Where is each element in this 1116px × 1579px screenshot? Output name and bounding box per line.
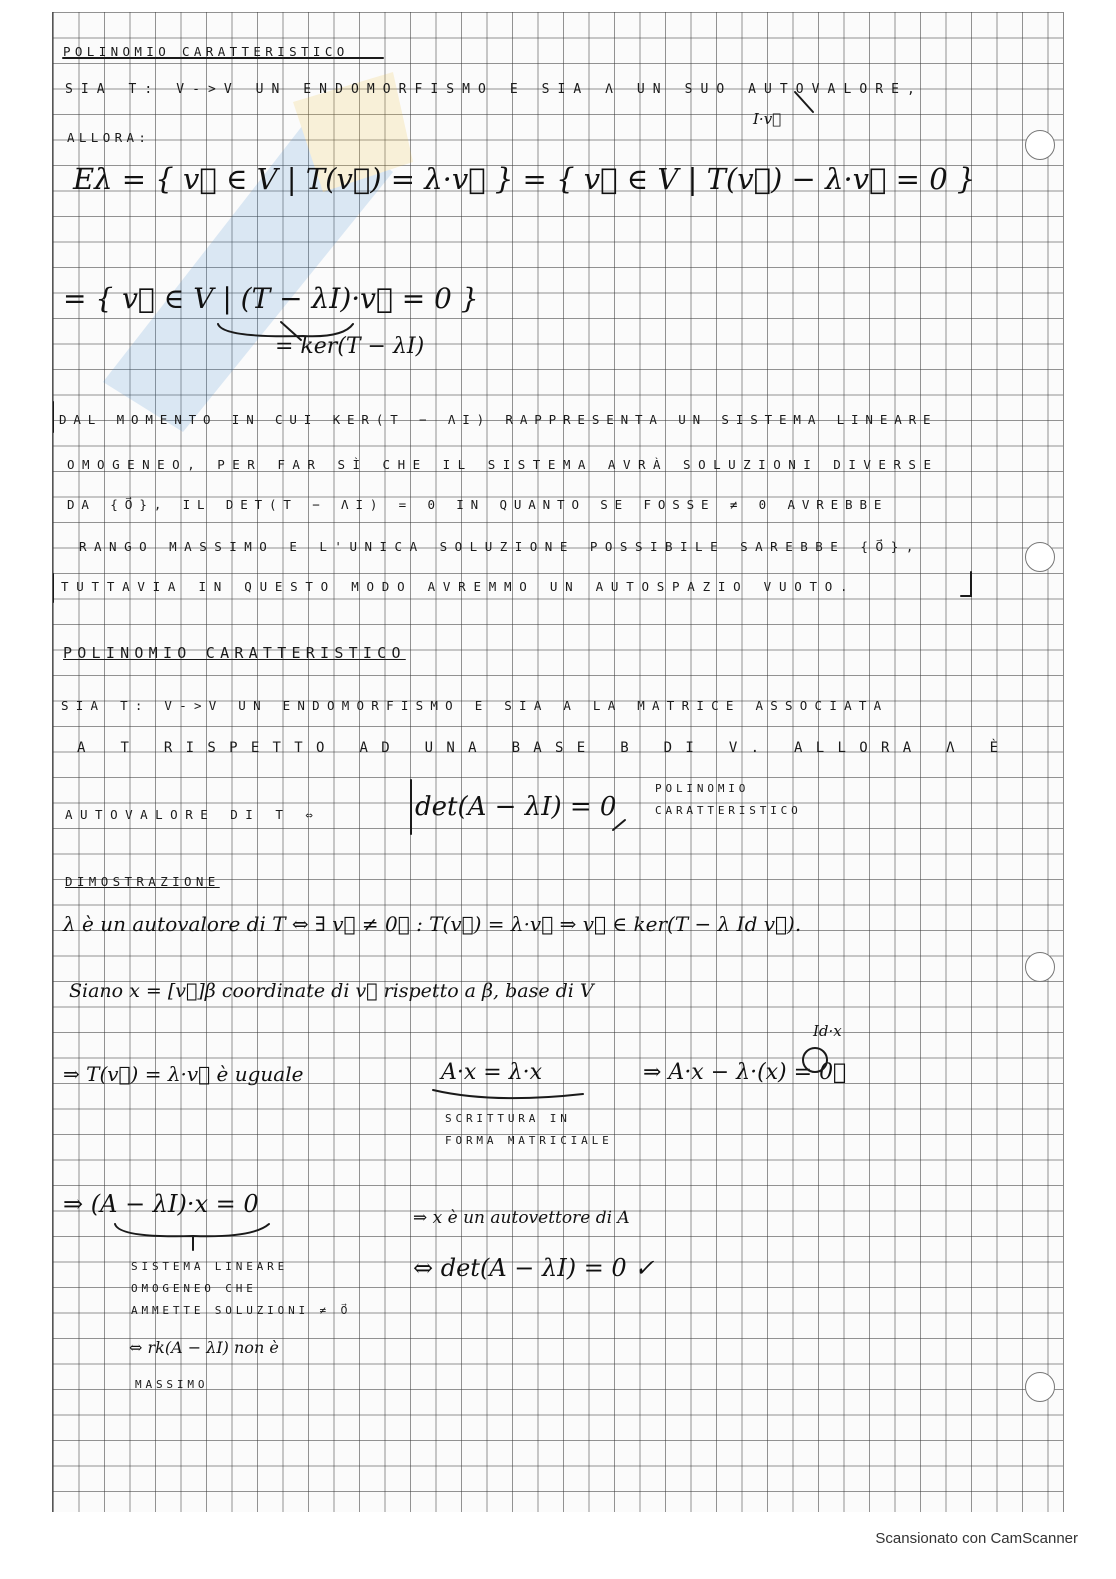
equation: ⇔ det(A − λI) = 0 ✓ <box>413 1254 655 1282</box>
annotation: I·v⃗ <box>753 110 782 128</box>
note: FORMA MATRICIALE <box>445 1134 613 1147</box>
equation: ⇒ (A − λI)·x = 0 <box>63 1190 259 1218</box>
note: CARATTERISTICO <box>655 804 802 817</box>
notebook-page <box>52 12 1064 1512</box>
equation: A·x = λ·x <box>441 1060 543 1085</box>
binder-hole <box>1025 1372 1055 1402</box>
heading-dimostrazione: DIMOSTRAZIONE <box>65 874 220 889</box>
text-line: TUTTAVIA IN QUESTO MODO AVREMMO UN AUTOSPAZIO VUOTO. <box>61 579 856 594</box>
note: SCRITTURA IN <box>445 1112 571 1125</box>
equation: Siano x = [v⃗]β coordinate di v⃗ rispetto a β, base di V <box>69 980 594 1002</box>
text-line: AUTOVALORE DI T ⇔ <box>65 807 321 822</box>
text-line: DAL MOMENTO IN CUI KER(T − ΛI) RAPPRESENTA UN SISTEMA LINEARE <box>59 412 938 427</box>
text-line: SIA T: V->V UN ENDOMORFISMO E SIA Λ UN SUO AUTOVALORE, <box>65 82 923 97</box>
heading-polinomio-1: POLINOMIO CARATTERISTICO <box>63 44 349 59</box>
note: POLINOMIO <box>655 782 750 795</box>
heading-polinomio-2: POLINOMIO CARATTERISTICO <box>63 644 406 662</box>
equation: ⇒ A·x − λ·(x) = 0⃗ <box>643 1060 847 1085</box>
annotation: Id·x <box>813 1022 842 1040</box>
note: MASSIMO <box>135 1378 209 1391</box>
text-line: RANGO MASSIMO E L'UNICA SOLUZIONE POSSIBILE SAREBBE {0⃗}, <box>79 539 921 554</box>
watermark-logo <box>63 52 443 432</box>
binder-hole <box>1025 130 1055 160</box>
equation: λ è un autovalore di T ⇔ ∃ v⃗ ≠ 0⃗ : T(v⃗) = λ·v⃗ ⇒ v⃗ ∈ ker(T − λ Id v⃗). <box>63 912 802 936</box>
equation: ⇒ x è un autovettore di A <box>413 1208 630 1228</box>
note: SISTEMA LINEARE <box>131 1260 289 1273</box>
binder-hole <box>1025 542 1055 572</box>
text-line: OMOGENEO, PER FAR SÌ CHE IL SISTEMA AVRÀ SOLUZIONI DIVERSE <box>67 457 939 472</box>
equation: = ker(T − λI) <box>275 334 425 359</box>
text-line: ALLORA: <box>67 130 151 145</box>
note: OMOGENEO CHE <box>131 1282 257 1295</box>
scanner-watermark-text: Scansionato con CamScanner <box>875 1530 1078 1547</box>
equation: ⇒ T(v⃗) = λ·v⃗ è uguale <box>63 1062 304 1086</box>
equation: ⇔ rk(A − λI) non è <box>129 1338 279 1357</box>
text-line: DA {0⃗}, IL DET(T − ΛI) = 0 IN QUANTO SE FOSSE ≠ 0 AVREBBE <box>67 497 889 512</box>
equation: Eλ = { v⃗ ∈ V | T(v⃗) = λ·v⃗ } = { v⃗ ∈ V | T(v⃗) − λ·v⃗ = 0 } <box>73 162 976 196</box>
note: AMMETTE SOLUZIONI ≠ 0⃗ <box>131 1304 352 1317</box>
text-line: A T RISPETTO AD UNA BASE Β DI V. ALLORA Λ È <box>77 740 1012 756</box>
binder-hole <box>1025 952 1055 982</box>
equation: det(A − λI) = 0 <box>415 792 617 822</box>
text-line: SIA T: V->V UN ENDOMORFISMO E SIA A LA MATRICE ASSOCIATA <box>61 698 889 713</box>
equation: = { v⃗ ∈ V | (T − λI)·v⃗ = 0 } <box>63 282 479 315</box>
